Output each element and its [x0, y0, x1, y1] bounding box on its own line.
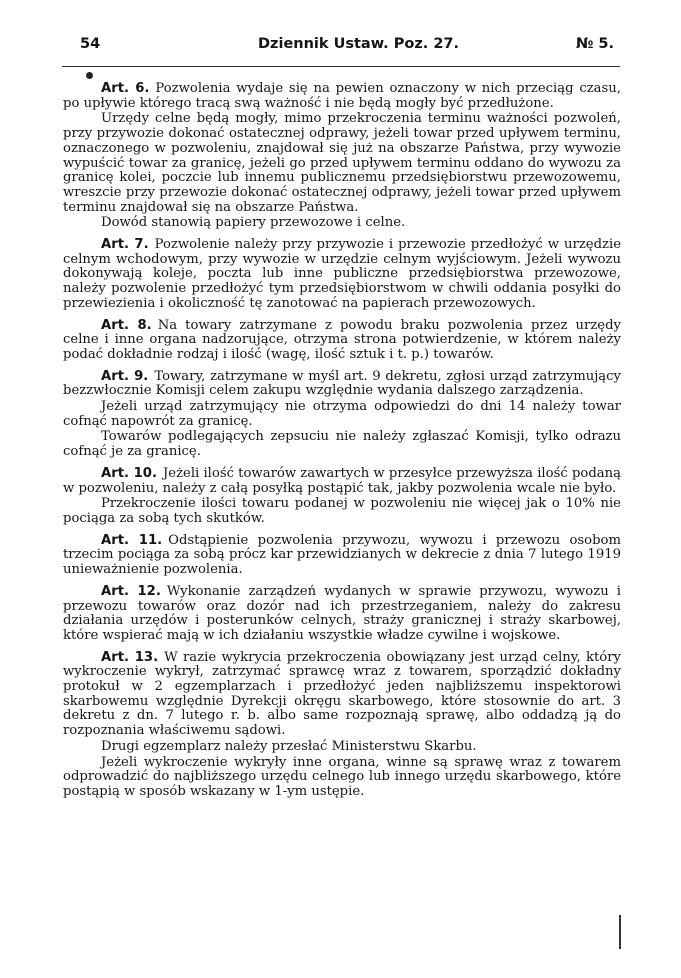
paragraph-art-10 — [63, 467, 621, 496]
paragraph-text: Na towary zatrzymane z powodu braku pozwolenia przez urzędy celne i inne organa nadzorujące, otrzyma strona potwierdzenie, w którem należy podać dokładnie rodzaj i ilość (wagę, ilość sztuk i t. p.) towarów. — [63, 317, 621, 362]
paragraph — [63, 430, 621, 459]
article-label: Art. 8. — [101, 317, 152, 333]
paragraph-art-13 — [63, 651, 621, 739]
paragraph-text: Pozwolenie należy przy przywozie i przewozie przedłożyć w urzędzie celnym wchodowym, przy wywozie w urzędzie celnym wyjściowym. Jeżeli wywozu dokonywają koleje, poczta lub inne publiczne przedsiębiorstwa przewozowe, należy pozwolenie przedłożyć tym przedsiębiorstwom w chwili oddania posyłki do przewiezienia i okoliczność tę zanotować na papierach przewozowych. — [63, 237, 621, 311]
paragraph — [63, 112, 621, 215]
document-body — [63, 82, 621, 800]
paragraph-text: Jeżeli urząd zatrzymujący nie otrzyma odpowiedzi do dni 14 należy towar cofnąć napowrót za granicę. — [63, 399, 621, 429]
paragraph-text: Towarów podlegających zepsuciu nie należy zgłaszać Komisji, tylko odrazu cofnąć je za granicę. — [63, 429, 621, 460]
article-label: Art. 11. — [101, 532, 163, 548]
paragraph-text: Towary, zatrzymane w myśl art. 9 dekretu, zgłosi urząd zatrzymujący bezzwłocznie Komisji celem zakupu względnie wydania dalszego zarządzenia. — [63, 368, 621, 399]
article-label: Art. 7. — [101, 237, 149, 253]
article-label: Art. 9. — [101, 368, 149, 384]
paragraph — [63, 740, 621, 755]
article-label: Art. 12. — [101, 583, 161, 599]
paragraph-art-12 — [63, 585, 621, 644]
bullet-mark — [86, 72, 93, 79]
page-number: 54 — [80, 36, 101, 52]
paragraph-art-11 — [63, 534, 621, 578]
paragraph-text: Jeżeli ilość towarów zawartych w przesyłce przewyższa ilość podaną w pozwoleniu, należy z całą posyłką postąpić tak, jakby pozwolenia wcale nie było. — [63, 465, 621, 496]
article-label: Art. 13. — [101, 649, 159, 665]
paragraph-art-6 — [63, 82, 621, 111]
paragraph-text: Dowód stanowią papiery przewozowe i celne. — [101, 215, 406, 231]
paragraph-text: Pozwolenia wydaje się na pewien oznaczony w nich przeciąg czasu, po upływie którego tracą swą ważność i nie będą mogły być przedłużone. — [63, 81, 621, 111]
paragraph-text: Jeżeli wykroczenie wykryły inne organa, winne są sprawę wraz z towarem odprowadzić do najbliższego urzędu celnego lub innego urzędu skarbowego, które postąpią w sposób wskazany w 1-ym ustępie. — [63, 754, 621, 799]
margin-line — [619, 915, 621, 949]
article-label: Art. 6. — [101, 81, 150, 96]
paragraph-art-8 — [63, 319, 621, 363]
paragraph-art-7 — [63, 238, 621, 312]
header-rule — [62, 66, 620, 67]
issue-number: № 5. — [575, 36, 614, 52]
article-label: Art. 10. — [101, 465, 157, 481]
paragraph-art-9 — [63, 370, 621, 399]
page-header — [80, 36, 618, 58]
paragraph — [63, 216, 621, 231]
paragraph-text: Drugi egzemplarz należy przesłać Ministerstwu Skarbu. — [101, 738, 477, 754]
journal-title: Dziennik Ustaw. Poz. 27. — [258, 36, 460, 52]
paragraph-text: Wykonanie zarządzeń wydanych w sprawie przywozu, wywozu i przewozu towarów oraz dozór nad ich przestrzeganiem, należy do zakresu działania urzędów i posterunków celnych, straży granicznej i straży skarbowej, które wspierać mają w ich działaniu wszystkie władze cywilne i wojskowe. — [63, 583, 621, 643]
paragraph-text: Urzędy celne będą mogły, mimo przekroczenia terminu ważności pozwoleń, przy przywozie dokonać ostatecznej odprawy, jeżeli towar przed upływem terminu, oznaczonego w pozwoleniu, znajdował się już na obszarze Państwa, przy wywozie wypuścić towar za granicę, jeżeli go przed upływem terminu oddano do wywozu za granicę kolei, poczcie lub innemu publicznemu przedsiębiorstwu przewozowemu, wreszcie przy przewozie dokonać ostatecznej odprawy, jeżeli towar przed upływem terminu znajdował się na obszarze Państwa. — [63, 111, 621, 215]
paragraph — [63, 497, 621, 526]
paragraph-text: Odstąpienie pozwolenia przywozu, wywozu i przewozu osobom trzecim pociąga za sobą prócz kar przewidzianych w dekrecie z dnia 7 lutego 1919 unieważnienie pozwolenia. — [63, 532, 621, 578]
paragraph — [63, 756, 621, 800]
paragraph-text: Przekroczenie ilości towaru podanej w pozwoleniu nie więcej jak o 10% nie pociąga za sobą tych skutków. — [63, 496, 621, 526]
paragraph — [63, 400, 621, 429]
paragraph-text: W razie wykrycia przekroczenia obowiązany jest urząd celny, który wykroczenie wykrył, zatrzymać sprawcę wraz z towarem, sporządzić dokładny protokuł w 2 egzemplarzach i przedłożyć jeden najbliższemu inspektorowi skarbowemu względnie Dyrekcji okręgu skarbowego, które stosownie do art. 3 dekretu z dn. 7 lutego r. b. albo same rozpoznają sprawę, albo oddadzą ją do rozpoznania właściwemu sądowi. — [63, 649, 621, 739]
